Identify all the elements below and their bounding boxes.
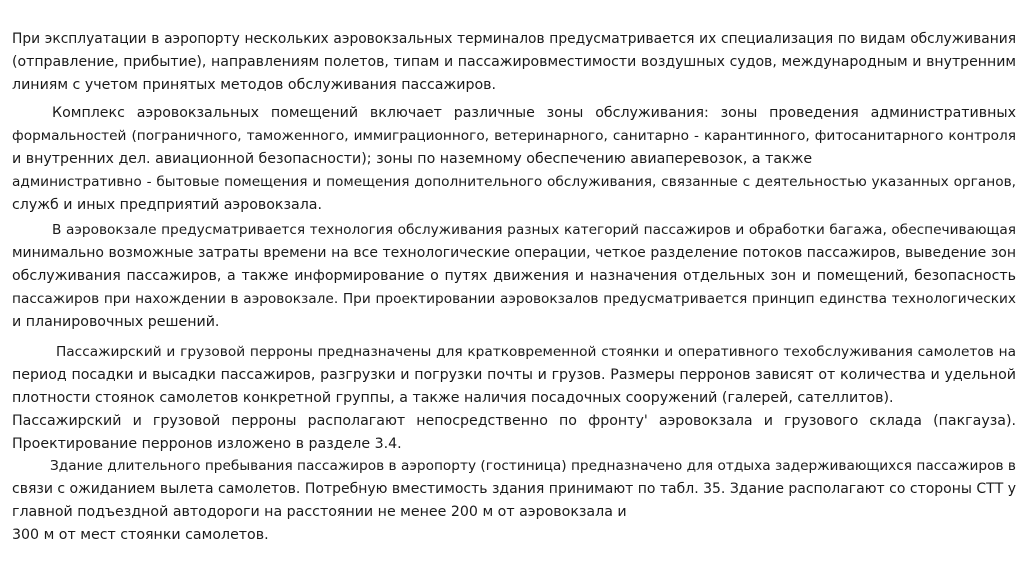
text-line: Комплекс аэровокзальных помещений включает различные зоны обслуживания: зоны проведения административных <box>52 105 1016 122</box>
text-line: Пассажирский и грузовой перроны располагают непосредственно по фронту' аэровокзала и грузового склада (пакгауза). <box>12 412 1016 429</box>
paragraph-aprons <box>12 341 1016 409</box>
text-line: минимально возможные затраты времени на все технологические операции, четкое разделение потоков пассажиров, выведение зон <box>12 245 1016 262</box>
text-line: Здание длительного пребывания пассажиров в аэропорту (гостиница) предназначено для отдыха задерживающихся пассажиров в <box>50 458 1016 475</box>
text-line: линиям с учетом принятых методов обслуживания пассажиров. <box>12 76 497 93</box>
paragraph-hotel <box>12 455 1016 546</box>
text-line: (отправление, прибытие), направлениям полетов, типам и пассажировместимости воздушных судов, международным и внутренним <box>12 53 1016 70</box>
paragraph-apron-location <box>12 410 1016 456</box>
text-line: Проектирование перронов изложено в разделе 3.4. <box>12 435 402 452</box>
text-line: При эксплуатации в аэропорту нескольких аэровокзальных терминалов предусматривается их специализация по видам обслуживания <box>12 31 1016 47</box>
text-line: плотности стоянок самолетов конкретной группы, а также наличия посадочных сооружений (галерей, сателлитов). <box>12 389 894 406</box>
paragraph-terminal-specialization <box>12 28 1016 96</box>
text-line: и планировочных решений. <box>12 313 220 330</box>
text-line: административно - бытовые помещения и помещения дополнительного обслуживания, связанные с деятельностью указанных органов, <box>12 173 1016 190</box>
text-line: служб и иных предприятий аэровокзала. <box>12 196 322 213</box>
text-line: главной подъездной автодороги на расстоянии не менее 200 м от аэровокзала и <box>12 503 627 520</box>
text-line: период посадки и высадки пассажиров, разгрузки и погрузки почты и грузов. Размеры перронов зависят от количества и удельной <box>12 367 1016 384</box>
text-line: связи с ожиданием вылета самолетов. Потребную вместимость здания принимают по табл. 35. Здание располагают со стороны СТТ у <box>12 481 1016 498</box>
paragraph-terminal-zones <box>12 102 1016 216</box>
text-line: В аэровокзале предусматривается технология обслуживания разных категорий пассажиров и обработки багажа, обеспечивающая <box>52 222 1016 239</box>
document-body <box>12 28 1016 547</box>
text-line: обслуживания пассажиров, а также информирование о путях движения и назначения отдельных зон и помещений, безопасность <box>12 267 1016 284</box>
text-line: 300 м от мест стоянки самолетов. <box>12 526 269 543</box>
text-line: пассажиров при нахождении в аэровокзале. При проектировании аэровокзалов предусматривается принцип единства технологических <box>12 290 1016 307</box>
text-line: и внутренних дел. авиационной безопасности); зоны по наземному обеспечению авиаперевозок, а также <box>12 150 813 167</box>
text-line: Пассажирский и грузовой перроны предназначены для кратковременной стоянки и оперативного техобслуживания самолетов на <box>56 344 1016 361</box>
paragraph-passenger-service-technology <box>12 219 1016 333</box>
text-line: формальностей (пограничного, таможенного, иммиграционного, ветеринарного, санитарно - карантинного, фитосанитарного контроля <box>12 128 1016 145</box>
